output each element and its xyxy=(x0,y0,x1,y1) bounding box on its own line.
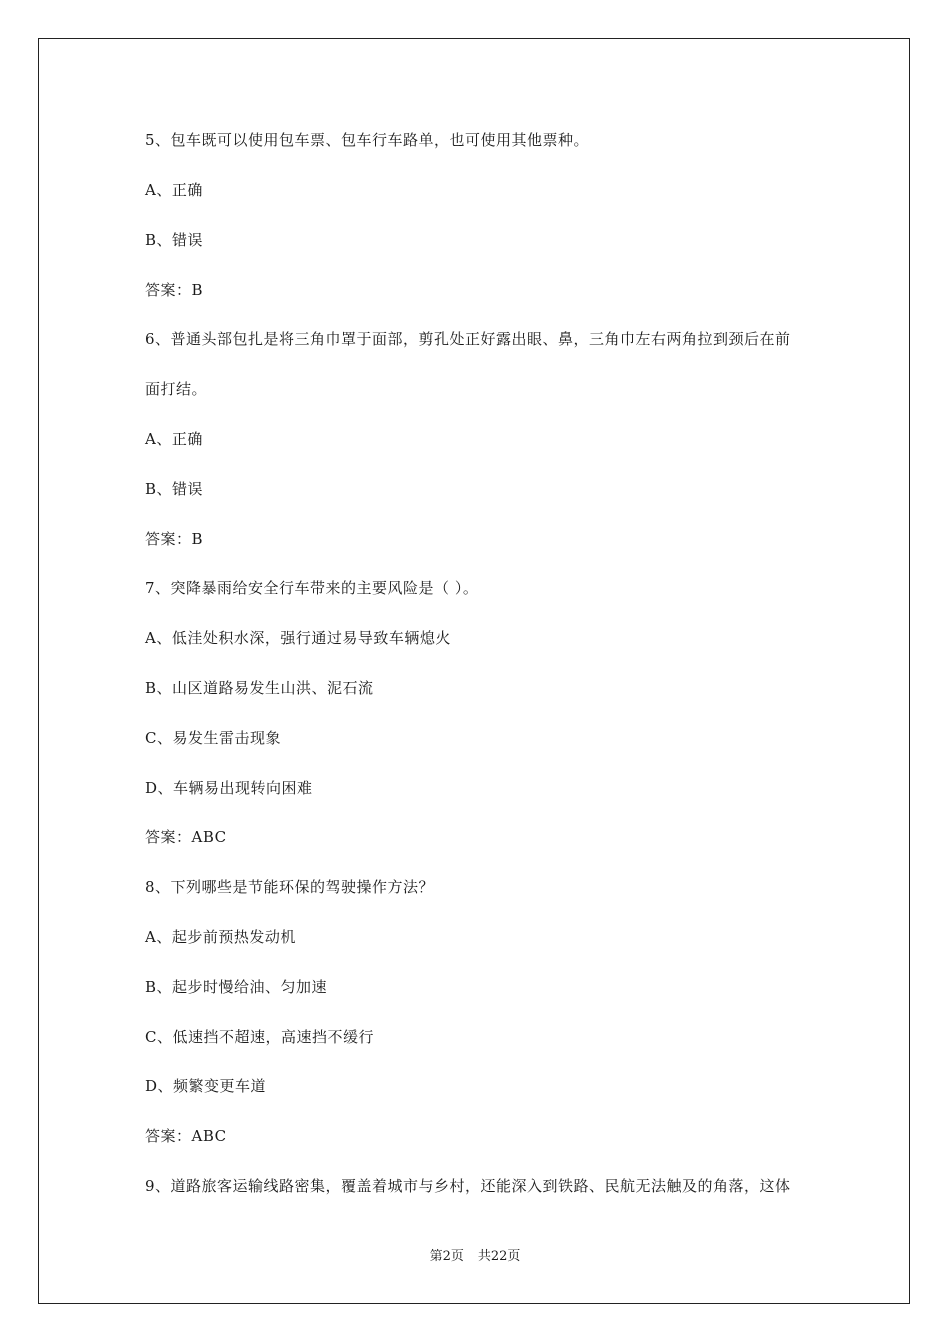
question-6-answer: 答案：B xyxy=(145,530,204,548)
page-total: 共22页 xyxy=(477,1249,521,1264)
question-7-option-a: A、低洼处积水深，强行通过易导致车辆熄火 xyxy=(145,629,451,647)
page-footer xyxy=(0,1248,950,1266)
question-5-answer: 答案：B xyxy=(145,281,204,299)
question-8-stem: 8、下列哪些是节能环保的驾驶操作方法？ xyxy=(145,878,435,896)
question-8-answer: 答案：ABC xyxy=(145,1127,227,1145)
page-number: 第2页 xyxy=(429,1249,464,1264)
question-7-option-d: D、车辆易出现转向困难 xyxy=(145,779,313,797)
page-border xyxy=(38,38,910,1304)
question-6-stem-line-2: 面打结。 xyxy=(145,380,208,398)
question-6-option-a: A、正确 xyxy=(145,430,203,448)
question-6-option-b: B、错误 xyxy=(145,480,204,498)
question-8-option-a: A、起步前预热发动机 xyxy=(145,928,296,946)
question-5-option-a: A、正确 xyxy=(145,181,203,199)
question-7-stem: 7、突降暴雨给安全行车带来的主要风险是（ ）。 xyxy=(145,579,479,597)
question-8-option-b: B、起步时慢给油、匀加速 xyxy=(145,978,328,996)
question-5-option-b: B、错误 xyxy=(145,231,204,249)
question-8-option-d: D、频繁变更车道 xyxy=(145,1077,267,1095)
question-6-stem-line-1: 6、普通头部包扎是将三角巾罩于面部，剪孔处正好露出眼、鼻，三角巾左右两角拉到颈后在前 xyxy=(145,330,791,348)
question-8-option-c: C、低速挡不超速，高速挡不缓行 xyxy=(145,1028,374,1046)
question-9-stem: 9、道路旅客运输线路密集，覆盖着城市与乡村，还能深入到铁路、民航无法触及的角落，这体 xyxy=(145,1177,791,1195)
question-7-answer: 答案：ABC xyxy=(145,828,227,846)
question-5-stem: 5、包车既可以使用包车票、包车行车路单，也可使用其他票种。 xyxy=(145,131,590,149)
question-7-option-c: C、易发生雷击现象 xyxy=(145,729,281,747)
question-7-option-b: B、山区道路易发生山洪、泥石流 xyxy=(145,679,374,697)
